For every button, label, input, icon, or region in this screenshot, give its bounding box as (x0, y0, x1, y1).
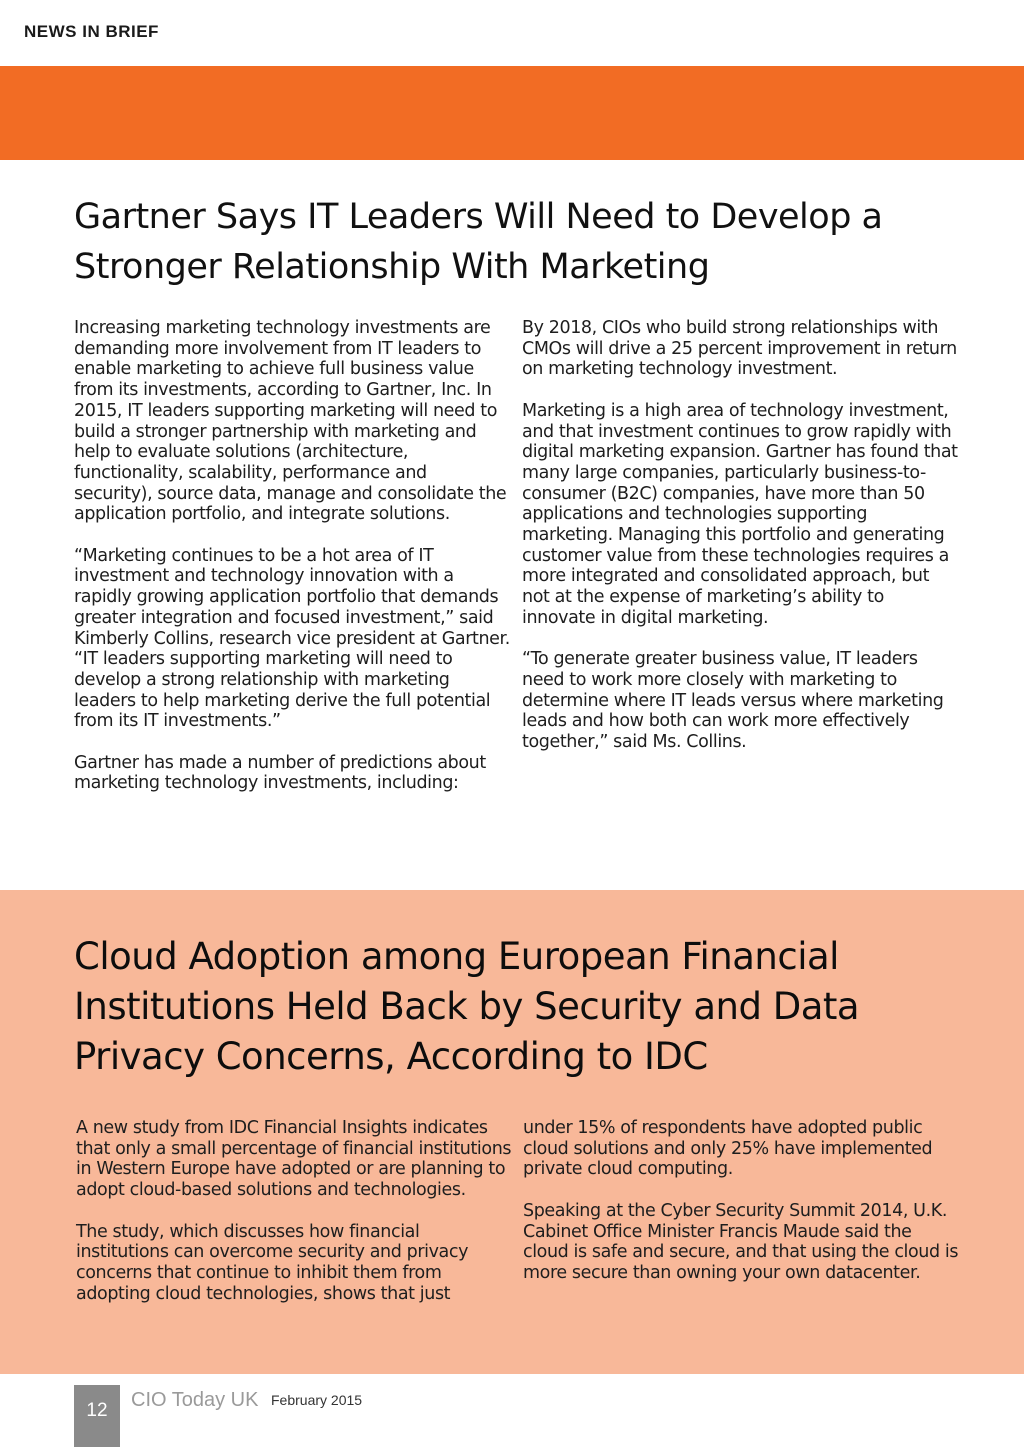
paragraph: “Marketing continues to be a hot area of IT investment and technology innovation with a rapidly growing application portfolio that demands greater integration and focused investment,” said Kimberly Collins, research vice president at Gartner. “IT leaders supporting marketing will need to develop a strong relationship with marketing leaders to help marketing derive the full potential from its IT investments.” (74, 545, 510, 732)
article-column-left (74, 318, 510, 815)
paragraph: A new study from IDC Financial Insights indicates that only a small percentage of financial institutions in Western Europe have adopted or are planning to adopt cloud-based solutions and technologies. (76, 1118, 512, 1201)
paragraph: By 2018, CIOs who build strong relationships with CMOs will drive a 25 percent improvement in return on marketing technology investment. (522, 318, 957, 380)
publication-name: CIO Today UK (131, 1389, 259, 1411)
page-number: 12 (74, 1385, 120, 1447)
section-label: NEWS IN BRIEF (24, 22, 159, 41)
paragraph: The study, which discusses how financial institutions can overcome security and privacy concerns that continue to inhibit them from adopting cloud technologies, shows that just (76, 1221, 469, 1304)
article-column-left (76, 1118, 512, 1325)
article-headline: Cloud Adoption among European Financial Institutions Held Back by Security and Data Privacy Concerns, According to IDC (74, 935, 860, 1078)
article-headline: Gartner Says IT Leaders Will Need to Develop a Stronger Relationship With Marketing (74, 197, 883, 287)
page-footer (0, 1374, 1024, 1447)
paragraph: “To generate greater business value, IT leaders need to work more closely with marketing to determine where IT leads versus where marketing leads and how both can work more effectively together,” said Ms. Collins. (522, 649, 944, 753)
paragraph: Marketing is a high area of technology investment, and that investment continues to grow rapidly with digital marketing expansion. Gartner has found that many large companies, particularly business-to-consumer (B2C) companies, have more than 50 applications and technologies supporting marketing. Managing this portfolio and generating customer value from these technologies requires a more integrated and consolidated approach, but not at the expense of marketing’s ability to innovate in digital marketing. (522, 400, 958, 628)
paragraph: Increasing marketing technology investments are demanding more involvement from IT leaders to enable marketing to achieve full business value from its investments, according to Gartner, Inc. In 2015, IT leaders supporting marketing will need to build a stronger partnership with marketing and help to evaluate solutions (architecture, functionality, scalability, performance and security), source data, manage and consolidate the application portfolio, and integrate solutions. (74, 318, 507, 525)
article-gartner (0, 160, 1024, 890)
paragraph: Speaking at the Cyber Security Summit 2014, U.K. Cabinet Office Minister Francis Maude said the cloud is safe and secure, and that using the cloud is more secure than owning your own datacenter. (523, 1200, 959, 1283)
orange-banner (0, 66, 1024, 160)
paragraph: Gartner has made a number of predictions about marketing technology investments, including: (74, 752, 486, 794)
issue-date: February 2015 (271, 1392, 363, 1408)
article-column-right (522, 318, 958, 773)
article-idc (0, 890, 1024, 1374)
paragraph: under 15% of respondents have adopted public cloud solutions and only 25% have implemented private cloud computing. (523, 1118, 933, 1180)
article-column-right (523, 1118, 959, 1304)
